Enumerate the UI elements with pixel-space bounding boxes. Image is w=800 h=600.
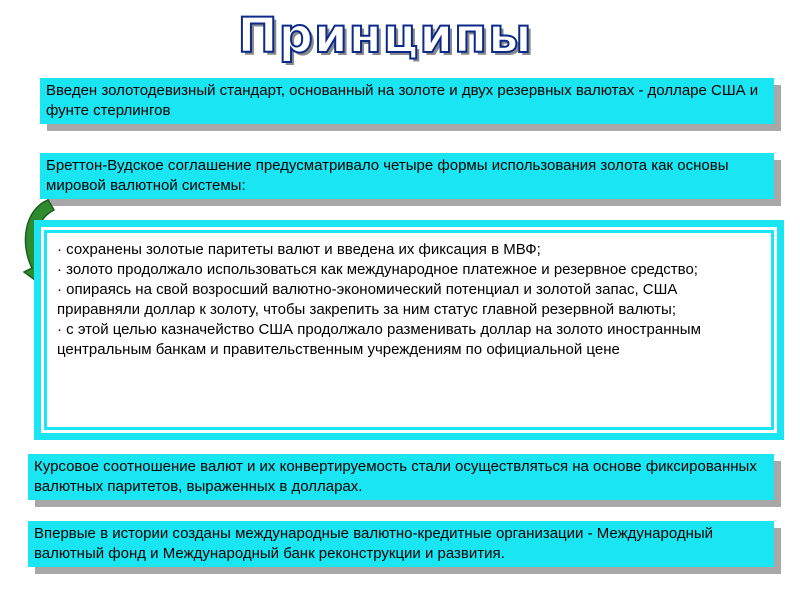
list-item: · сохранены золотые паритеты валют и введена их фиксация в МВФ; (57, 241, 541, 258)
list-item: · опираясь на свой возросший валютно-экономический потенциал и золотой запас, США приравняли доллар к золоту, чтобы закрепить за ним статус главной резервной валюты; (57, 281, 678, 318)
text-block-standard: Введен золотодевизный стандарт, основанный на золоте и двух резервных валютах - долларе США и фунте стерлингов (40, 78, 774, 124)
text-block-exchange-rates: Курсовое соотношение валют и их конвертируемость стали осуществляться на основе фиксированных валютных паритетов, выраженных в долларах. (28, 454, 774, 500)
page-title: Принципы (237, 8, 533, 64)
list-item: · золото продолжало использоваться как международное платежное и резервное средство; (57, 261, 698, 278)
forms-list (44, 230, 774, 430)
text-block-organizations: Впервые в истории созданы международные валютно-кредитные организации - Международный валютный фонд и Международный банк реконструкции и развития. (28, 521, 774, 567)
text-block-bretton-woods: Бреттон-Вудское соглашение предусматривало четыре формы использования золота как основы мировой валютной системы: (40, 153, 774, 199)
list-item: · с этой целью казначейство США продолжало разменивать доллар на золото иностранным центральным банкам и правительственным учреждениям по официальной цене (57, 321, 701, 358)
